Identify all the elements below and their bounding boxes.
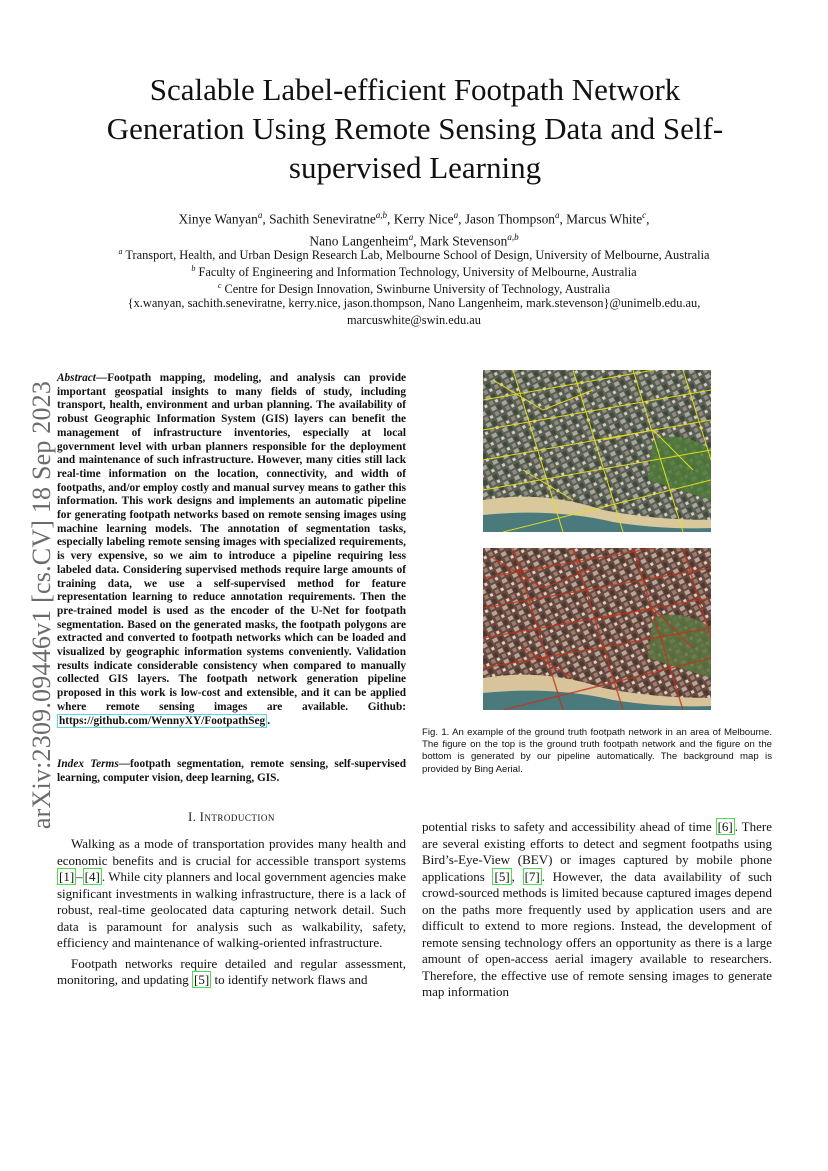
index-terms-label: Index Terms <box>57 758 119 770</box>
figure-caption: Fig. 1. An example of the ground truth footpath network in an area of Melbourne. The figure on the top is the ground truth footpath network and the figure on the bottom is generated by our pipeline automatically. The background map is provided by Bing Aerial. <box>422 727 772 775</box>
citation-link[interactable]: [5] <box>494 868 510 884</box>
author: Xinye Wanyan <box>178 211 258 227</box>
citation-link[interactable]: [1] <box>59 869 75 884</box>
paper-title: Scalable Label-efficient Footpath Network Generation Using Remote Sensing Data and Self-supervised Learning <box>106 72 724 185</box>
intro-paragraph-1: Walking as a mode of transportation provides many health and economic benefits and is crucial for accessible transport systems [1] – [4] . While city planners and local government agencies make significant investments in walking infrastructure, there is a lack of robust, real-time geolocated data capturing network detail. Such data is paramount for analysis such as walkability, safety, efficiency and maintenance of walking-oriented infrastructure. <box>57 836 406 950</box>
author: Sachith Seneviratne <box>269 211 376 227</box>
affiliation-b: $^b$ Faculty of Engineering and Information Technology, University of Melbourne, Australia <box>191 264 637 280</box>
abstract: Abstract—Footpath mapping, modeling, and analysis can provide important geospatial insights to many fields of study, including transport, health, environment and urban planning. The availability of robust Geographic Information System (GIS) layers can benefit the management of infrastructure inventories, especially at local government level with urban planners responsible for the deployment and maintenance of such infrastructure. However, many cities still lack real-time information on the location, connectivity, and width of footpaths, and/or employ costly and manual survey means to gather this information. This work designs and implements an automatic pipeline for generating footpath networks based on remote sensing images using machine learning models. The annotation of segmentation tasks, especially labeling remote sensing images with specialized requirements, is very expensive, so we aim to introduce a pipeline requiring less labeled data. Considering supervised methods require large amounts of training data, we use a self-supervised method for feature representation learning to reduce annotation requirements. Then the pre-trained model is used as the encoder of the U-Net for footpath segmentation. Based on the generated masks, the footpath polygons are extracted and converted to footpath networks which can be loaded and visualized by geographic information systems conveniently. Validation results indicate considerable consistency when compared to manually collected GIS layers. The footpath network generation pipeline proposed in this work is low-cost and extensible, and it can be applied where remote sensing images are available. Github: https://github.com/WennyXY/FootpathSeg . <box>57 372 406 727</box>
intro-left-column <box>57 836 406 989</box>
aerial-map-image <box>483 548 711 710</box>
abstract-label: Abstract <box>57 372 96 384</box>
author: Kerry Nice <box>393 211 454 227</box>
intro-paragraph-2: Footpath networks require detailed and regular assessment, monitoring, and updating [5] to identify network flaws and <box>57 955 406 987</box>
author-line-2: Nano Langenheim$^a$, Mark Stevenson$^{a,b}$ <box>309 232 519 249</box>
email-line-1: {x.wanyan, sachith.seneviratne, kerry.nice, jason.thompson, Nano Langenheim, mark.stevenson}@unimelb.edu.au, <box>127 296 701 310</box>
affiliation-c: $^c$ Centre for Design Innovation, Swinburne University of Technology, Australia <box>217 281 611 297</box>
intro-right-column <box>422 819 772 1001</box>
email-line-2: marcuswhite@swin.edu.au <box>347 313 481 327</box>
author: Mark Stevenson <box>419 233 508 249</box>
section-heading: I. Introduction <box>188 810 275 824</box>
author: Marcus White <box>566 211 643 227</box>
author-line-1: Xinye Wanyan$^a$, Sachith Seneviratne$^{a,b}$, Kerry Nice$^a$, Jason Thompson$^a$, Marcus White$^c$, <box>178 210 650 227</box>
citation-link[interactable]: [6] <box>717 819 733 834</box>
citation-link[interactable]: [5] <box>194 972 210 987</box>
abstract-text: —Footpath mapping, modeling, and analysis can provide important geospatial insights to many fields of study, including transport, health, environment and urban planning. The availability of robust Geographic Information System (GIS) layers can benefit the management of infrastructure inventories, especially at local government level with urban planners responsible for the deployment and maintenance of such infrastructure. However, many cities still lack real-time information on the location, connectivity, and width of footpaths, and/or employ costly and manual survey means to gather this information. This work designs and implements an automatic pipeline for generating footpath networks based on remote sensing images using machine learning models. The annotation of segmentation tasks, especially labeling remote sensing images with specialized requirements, is very expensive, so we aim to introduce a pipeline requiring less labeled data. Considering supervised methods require large amounts of training data, we use a self-supervised method for feature representation learning to reduce annotation requirements. Then the pre-trained model is used as the encoder of the U-Net for footpath segmentation. Based on the generated masks, the footpath polygons are extracted and converted to footpath networks which can be loaded and visualized by geographic information systems conveniently. Validation results indicate considerable consistency when compared to manually collected GIS layers. The footpath network generation pipeline proposed in this work is low-cost and extensible, and it can be applied where remote sensing images are available. Github: <box>57 372 406 713</box>
affiliation-a: $^a$ Transport, Health, and Urban Design Research Lab, Melbourne School of Design, University of Melbourne, Australia <box>118 247 710 263</box>
author: Nano Langenheim <box>309 233 409 249</box>
index-terms <box>57 758 406 785</box>
index-terms-text: —footpath segmentation, remote sensing, self-supervised learning, computer vision, deep learning, GIS. <box>57 758 406 784</box>
citation-link[interactable]: [4] <box>84 869 100 884</box>
citation-link[interactable]: [7] <box>524 868 540 884</box>
figure-bottom-aerial-generated <box>483 548 711 710</box>
arxiv-id[interactable]: arXiv:2309.09446v1 [cs.CV] 18 Sep 2023 <box>27 380 56 830</box>
github-link[interactable]: https://github.com/WennyXY/FootpathSeg <box>59 714 266 727</box>
author: Jason Thompson <box>464 211 555 227</box>
figure-top-aerial-ground-truth <box>483 370 711 532</box>
aerial-map-image <box>483 370 711 532</box>
intro-paragraph-3: potential risks to safety and accessibility ahead of time [6] . There are several existing efforts to detect and segment footpaths using Bird’s-Eye-View (BEV) or images captured by mobile phone applications [5] , [7] . However, the data availability of such crowd-sourced methods is limited because captured images depend on the paths more frequently used by application users and are difficult to extend to more regions. Instead, the development of remote sensing technology offers an opportunity as there is a large amount of open-access aerial imagery available to researchers. Therefore, the effective use of remote sensing images to generate map information <box>422 819 772 999</box>
